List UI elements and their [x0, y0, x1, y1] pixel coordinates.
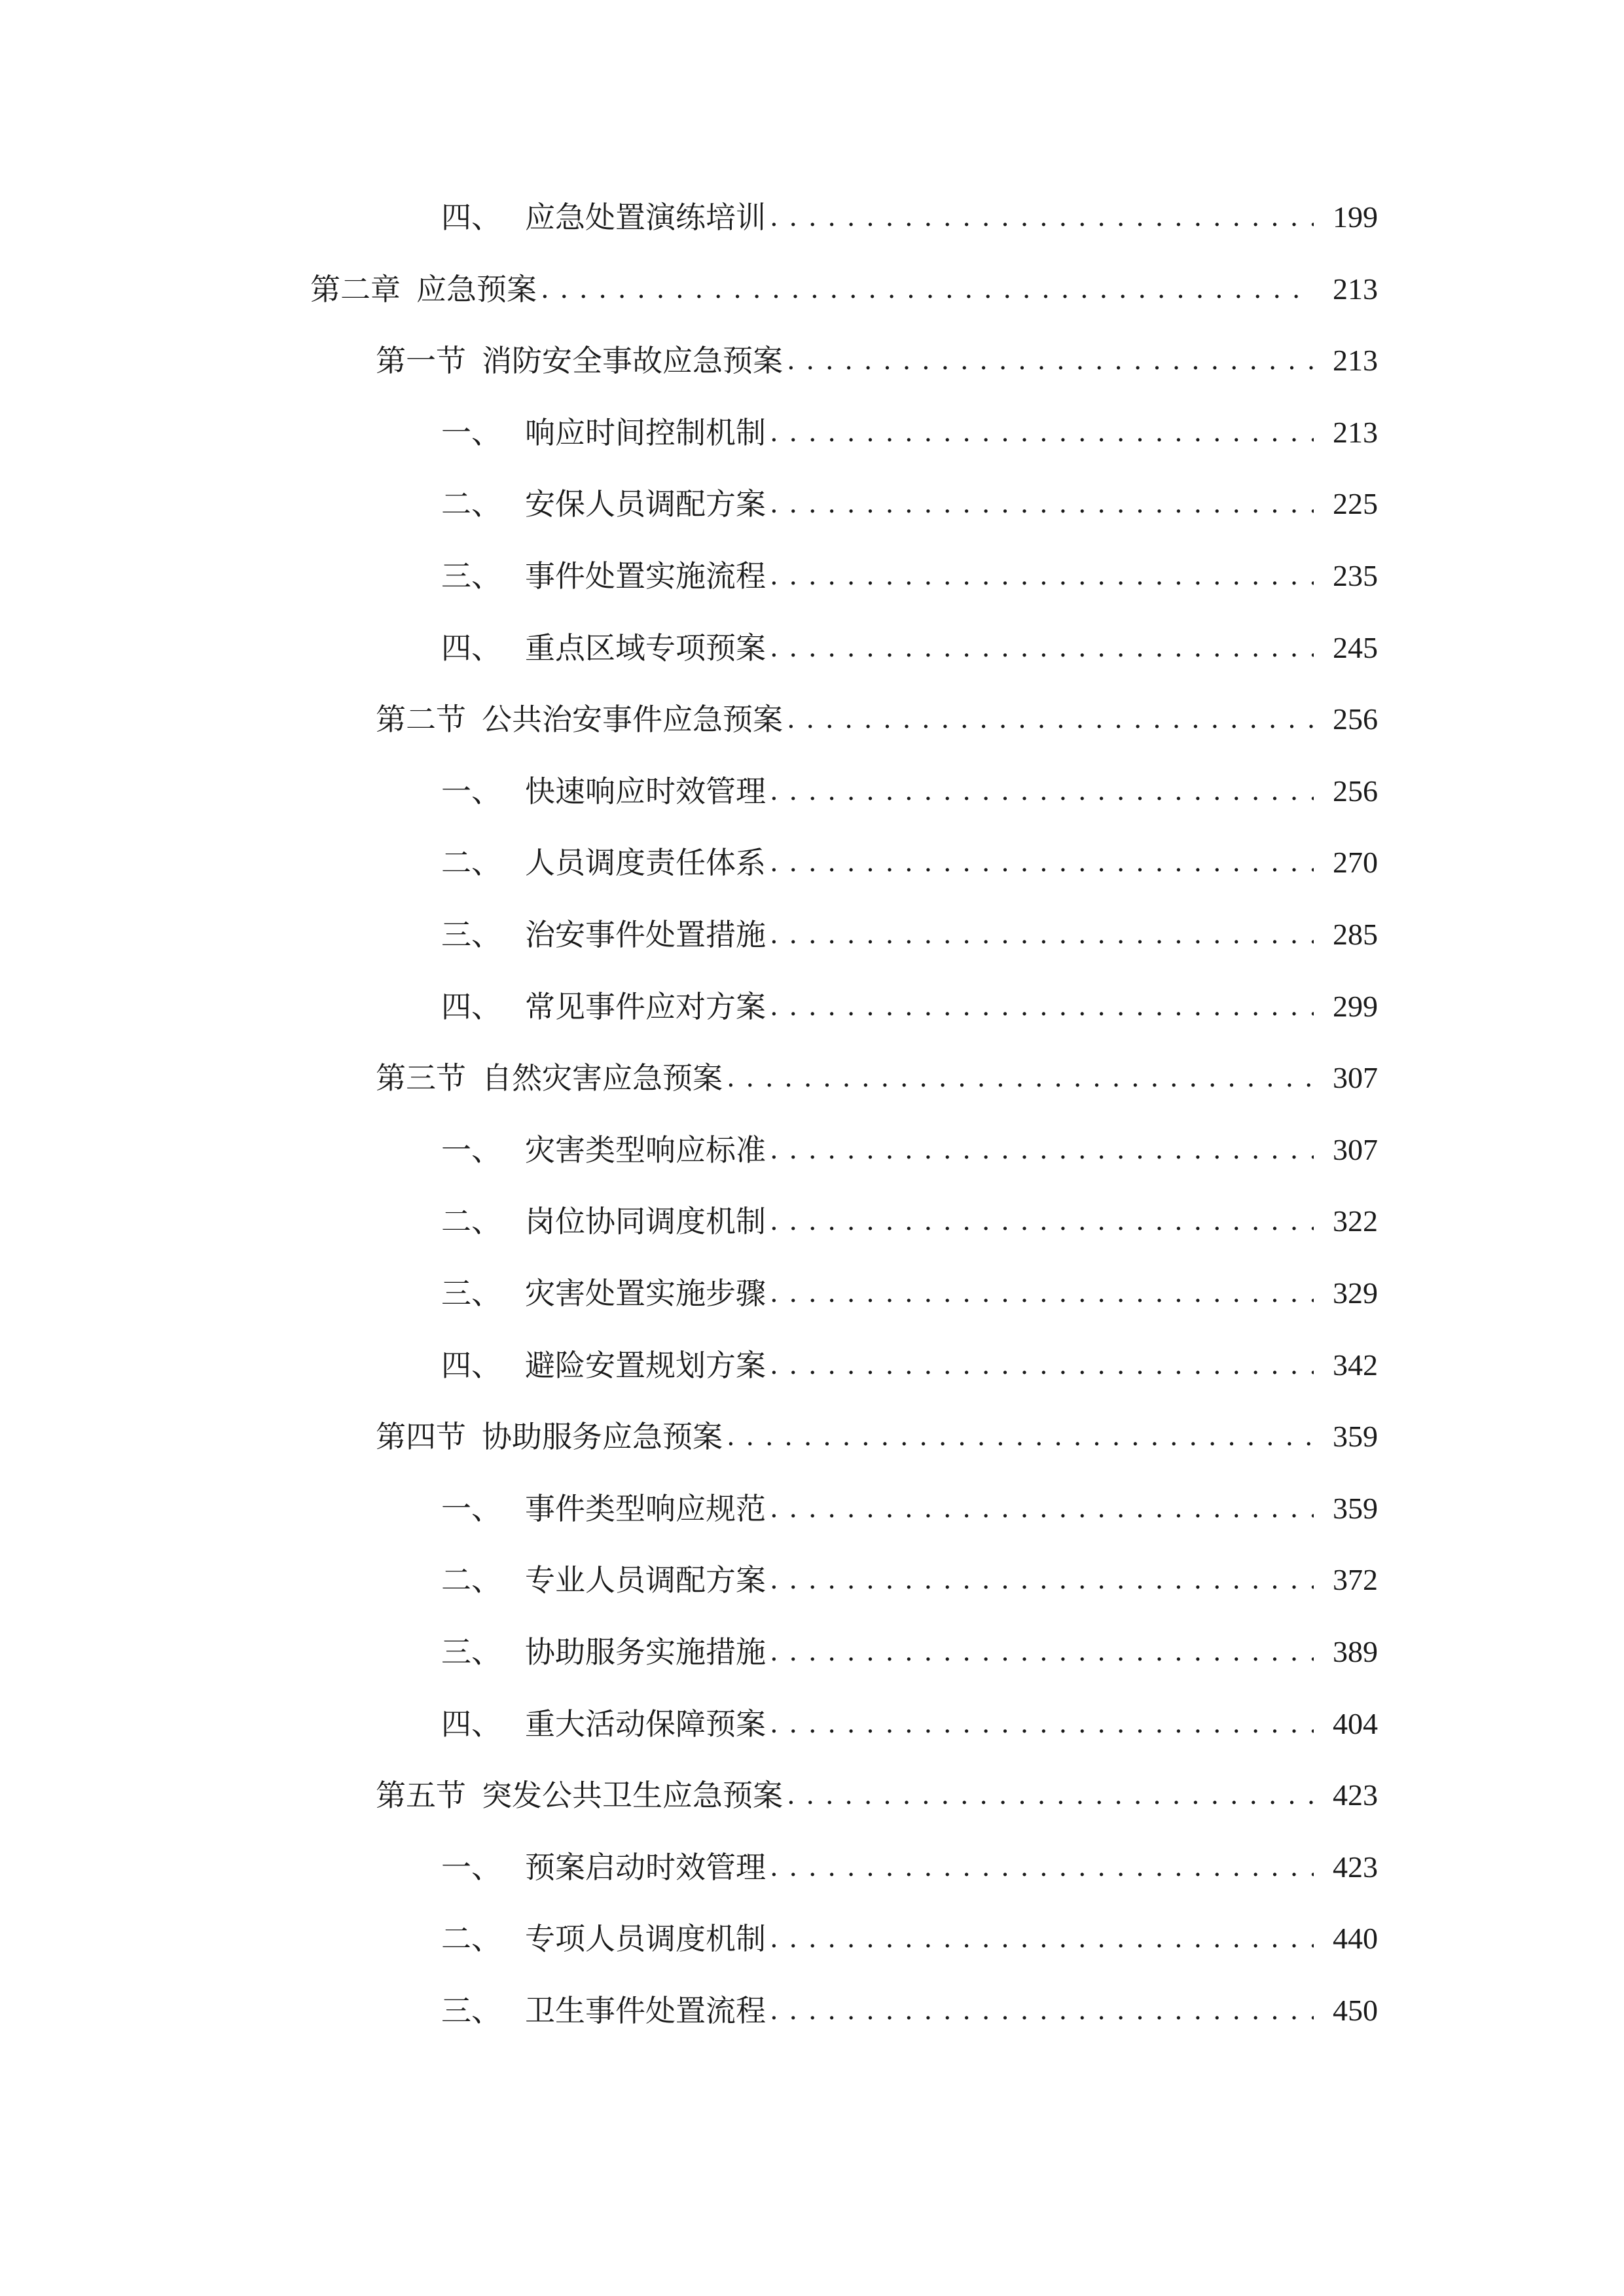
toc-dot-leader — [770, 986, 1314, 1028]
toc-entry-label — [441, 1990, 766, 2032]
toc-dot-leader — [770, 914, 1314, 956]
toc-entry-number: 一、 — [441, 414, 501, 450]
toc-entry-label — [441, 1129, 766, 1171]
toc-entry-label — [441, 483, 766, 525]
toc-entry-label — [376, 340, 783, 382]
toc-entry-page-number: 342 — [1333, 1348, 1378, 1382]
toc-entry-label — [376, 698, 783, 740]
toc-entry-label — [441, 1344, 766, 1386]
toc-entry-label — [441, 1559, 766, 1601]
toc-entry[interactable] — [441, 1703, 1378, 1745]
toc-dot-leader — [541, 268, 1314, 310]
toc-entry-title: 避险安置规划方案 — [525, 1347, 766, 1383]
toc-entry-label — [441, 914, 766, 956]
toc-entry-label — [441, 842, 766, 884]
toc-entry-title: 常见事件应对方案 — [525, 988, 766, 1024]
toc-dot-leader — [770, 196, 1314, 238]
toc-entry-number: 三、 — [441, 1276, 501, 1311]
toc-entry-label — [441, 986, 766, 1028]
toc-entry-title: 安保人员调配方案 — [525, 486, 766, 522]
toc-dot-leader — [770, 770, 1314, 812]
toc-entry[interactable] — [441, 412, 1378, 454]
toc-entry[interactable] — [376, 1774, 1378, 1816]
toc-entry-page-number: 245 — [1333, 630, 1378, 664]
toc-entry-number: 四、 — [441, 200, 501, 235]
toc-entry-page-number: 199 — [1333, 200, 1378, 234]
toc-entry-label — [441, 1918, 766, 1960]
toc-entry-title: 人员调度责任体系 — [525, 845, 766, 881]
toc-entry-number: 第二节 — [376, 702, 466, 738]
toc-entry-page-number: 307 — [1333, 1132, 1378, 1166]
toc-entry-title: 灾害类型响应标准 — [525, 1132, 766, 1168]
toc-entry-number: 一、 — [441, 1490, 501, 1526]
toc-entry[interactable] — [441, 1631, 1378, 1673]
toc-entry-title: 协助服务实施措施 — [525, 1634, 766, 1670]
toc-entry-label — [441, 1272, 766, 1314]
toc-entry-page-number: 285 — [1333, 918, 1378, 951]
toc-entry-page-number: 440 — [1333, 1922, 1378, 1956]
toc-entry-number: 三、 — [441, 917, 501, 952]
toc-entry-number: 四、 — [441, 1706, 501, 1742]
toc-entry-page-number: 256 — [1333, 774, 1378, 808]
toc-entry[interactable] — [376, 1416, 1378, 1458]
toc-entry[interactable] — [376, 1057, 1378, 1099]
toc-entry-title: 岗位协同调度机制 — [525, 1204, 766, 1240]
toc-dot-leader — [770, 1846, 1314, 1888]
toc-entry-title: 协助服务应急预案 — [482, 1419, 723, 1455]
toc-dot-leader — [770, 627, 1314, 669]
toc-entry-page-number: 404 — [1333, 1706, 1378, 1740]
toc-entry[interactable] — [441, 1846, 1378, 1888]
toc-entry-page-number: 423 — [1333, 1778, 1378, 1812]
toc-entry[interactable] — [441, 1559, 1378, 1601]
toc-entry-page-number: 235 — [1333, 559, 1378, 592]
toc-entry[interactable] — [441, 842, 1378, 884]
toc-entry[interactable] — [441, 770, 1378, 812]
toc-entry-number: 一、 — [441, 1132, 501, 1168]
toc-dot-leader — [770, 1344, 1314, 1386]
toc-entry-label — [441, 412, 766, 454]
toc-entry[interactable] — [441, 1488, 1378, 1530]
toc-entry-label — [441, 1488, 766, 1530]
toc-entry-page-number: 372 — [1333, 1563, 1378, 1597]
toc-entry-label — [441, 196, 766, 238]
toc-entry-title: 事件类型响应规范 — [525, 1490, 766, 1526]
toc-dot-leader — [727, 1416, 1314, 1458]
toc-entry-number: 二、 — [441, 845, 501, 881]
toc-dot-leader — [770, 555, 1314, 597]
toc-entry-title: 灾害处置实施步骤 — [525, 1276, 766, 1311]
toc-dot-leader — [770, 412, 1314, 454]
toc-dot-leader — [770, 842, 1314, 884]
toc-entry-page-number: 329 — [1333, 1276, 1378, 1310]
toc-entry-page-number: 359 — [1333, 1491, 1378, 1525]
toc-entry-label — [376, 1057, 723, 1099]
toc-entry-label — [441, 555, 766, 597]
toc-entry[interactable] — [441, 1990, 1378, 2032]
toc-entry[interactable] — [441, 1272, 1378, 1314]
toc-entry-page-number: 423 — [1333, 1850, 1378, 1884]
toc-entry-page-number: 450 — [1333, 1994, 1378, 2027]
toc-entry[interactable] — [441, 483, 1378, 525]
toc-entry-label — [441, 1631, 766, 1673]
toc-entry-title: 治安事件处置措施 — [525, 917, 766, 952]
toc-entry[interactable] — [441, 1918, 1378, 1960]
toc-dot-leader — [770, 1918, 1314, 1960]
toc-entry-page-number: 213 — [1333, 344, 1378, 378]
toc-entry-label — [441, 627, 766, 669]
toc-entry-page-number: 270 — [1333, 846, 1378, 880]
toc-entry-title: 重大活动保障预案 — [525, 1706, 766, 1742]
toc-entry-title: 公共治安事件应急预案 — [482, 702, 783, 738]
toc-dot-leader — [787, 698, 1314, 740]
toc-entry-number: 第二章 — [310, 271, 401, 307]
toc-entry-number: 四、 — [441, 988, 501, 1024]
toc-dot-leader — [727, 1057, 1314, 1099]
toc-entry-title: 卫生事件处置流程 — [525, 1993, 766, 2028]
toc-dot-leader — [770, 1703, 1314, 1745]
toc-entry-number: 四、 — [441, 630, 501, 666]
toc-entry-title: 预案启动时效管理 — [525, 1849, 766, 1885]
toc-entry-number: 第四节 — [376, 1419, 466, 1455]
toc-entry-title: 响应时间控制机制 — [525, 414, 766, 450]
toc-dot-leader — [770, 1200, 1314, 1242]
toc-entry-number: 二、 — [441, 1204, 501, 1240]
toc-entry-label — [441, 1846, 766, 1888]
toc-entry-number: 一、 — [441, 773, 501, 809]
toc-entry-label — [441, 770, 766, 812]
toc-entry[interactable] — [376, 698, 1378, 740]
toc-entry[interactable] — [441, 986, 1378, 1028]
toc-dot-leader — [770, 1488, 1314, 1530]
toc-dot-leader — [770, 1272, 1314, 1314]
toc-dot-leader — [770, 1631, 1314, 1673]
toc-entry-number: 一、 — [441, 1849, 501, 1885]
toc-entry-page-number: 213 — [1333, 272, 1378, 306]
toc-entry-number: 二、 — [441, 1562, 501, 1598]
toc-entry-label — [441, 1703, 766, 1745]
toc-dot-leader — [770, 1559, 1314, 1601]
toc-entry-title: 专业人员调配方案 — [525, 1562, 766, 1598]
toc-entry-label — [376, 1416, 723, 1458]
toc-entry[interactable] — [441, 1344, 1378, 1386]
toc-entry-page-number: 389 — [1333, 1635, 1378, 1668]
toc-dot-leader — [770, 1129, 1314, 1171]
toc-entry-number: 三、 — [441, 1634, 501, 1670]
toc-entry-page-number: 307 — [1333, 1061, 1378, 1095]
toc-dot-leader — [787, 1774, 1314, 1816]
toc-entry-page-number: 225 — [1333, 487, 1378, 521]
toc-entry-title: 重点区域专项预案 — [525, 630, 766, 666]
toc-entry-title: 应急预案 — [416, 271, 537, 307]
toc-dot-leader — [787, 340, 1314, 382]
toc-entry-number: 四、 — [441, 1347, 501, 1383]
toc-entry[interactable] — [441, 914, 1378, 956]
toc-entry[interactable] — [441, 555, 1378, 597]
toc-entry-title: 应急处置演练培训 — [525, 200, 766, 235]
toc-dot-leader — [770, 483, 1314, 525]
toc-entry[interactable] — [441, 196, 1378, 238]
toc-entry-title: 事件处置实施流程 — [525, 558, 766, 594]
toc-entry-title: 消防安全事故应急预案 — [482, 343, 783, 379]
toc-entry-label — [376, 1774, 783, 1816]
toc-entry-number: 三、 — [441, 558, 501, 594]
toc-entry-label — [441, 1200, 766, 1242]
toc-entry[interactable] — [441, 1200, 1378, 1242]
toc-entry-number: 二、 — [441, 1921, 501, 1957]
toc-entry-title: 专项人员调度机制 — [525, 1921, 766, 1957]
toc-entry-number: 第五节 — [376, 1778, 466, 1814]
toc-entry-page-number: 213 — [1333, 415, 1378, 449]
toc-entry-number: 二、 — [441, 486, 501, 522]
toc-entry-title: 突发公共卫生应急预案 — [482, 1778, 783, 1814]
toc-entry[interactable] — [441, 1129, 1378, 1171]
toc-entry[interactable] — [310, 268, 1378, 310]
toc-entry-label — [310, 268, 537, 310]
toc-entry-page-number: 256 — [1333, 702, 1378, 736]
toc-entry-page-number: 359 — [1333, 1420, 1378, 1454]
toc-entry-title: 快速响应时效管理 — [525, 773, 766, 809]
toc-entry-number: 三、 — [441, 1993, 501, 2028]
toc-entry-number: 第三节 — [376, 1060, 466, 1096]
toc-entry[interactable] — [441, 627, 1378, 669]
toc-entry-title: 自然灾害应急预案 — [482, 1060, 723, 1096]
toc-entry-page-number: 299 — [1333, 989, 1378, 1023]
toc-dot-leader — [770, 1990, 1314, 2032]
toc-entry-number: 第一节 — [376, 343, 466, 379]
toc-entry-page-number: 322 — [1333, 1204, 1378, 1238]
toc-entry[interactable] — [376, 340, 1378, 382]
